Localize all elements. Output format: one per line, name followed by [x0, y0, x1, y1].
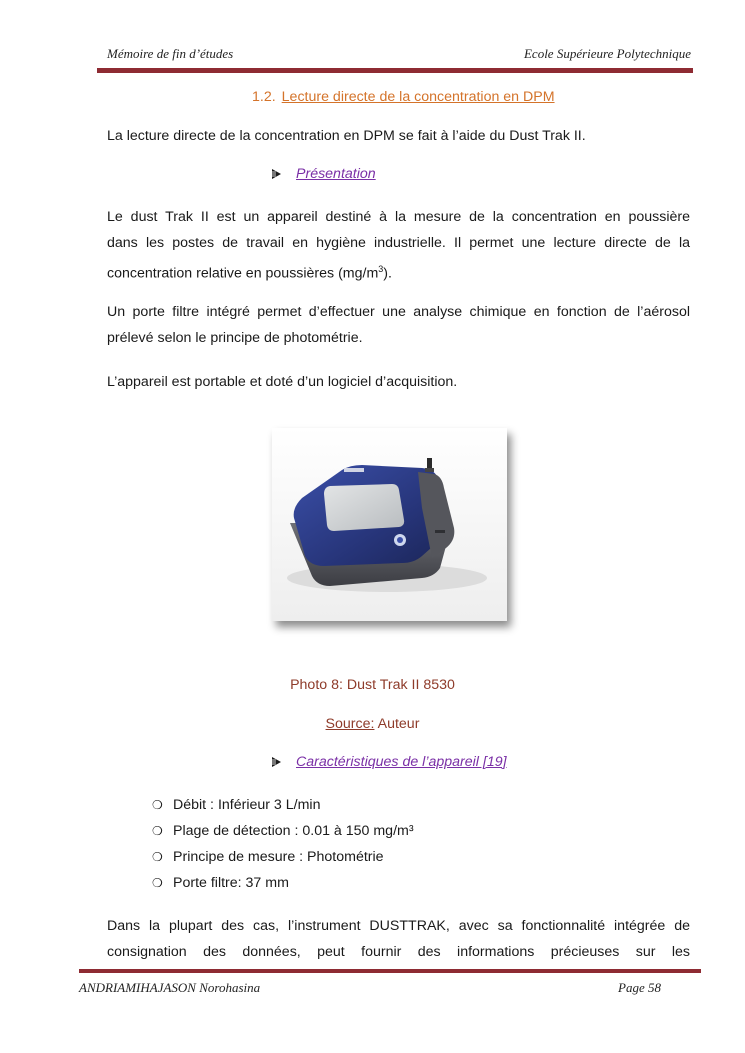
paragraph-filter: Un porte filtre intégré permet d’effectuer une analyse chimique en fonction de l’aérosol prélevé selon le principe de photométrie.	[107, 304, 690, 346]
closing-line2: consignation des données, peut fournir des informations précieuses sur les	[107, 944, 690, 960]
photo-source	[0, 716, 745, 732]
arrow-bullet-icon	[272, 169, 281, 179]
photo-caption: Photo 8: Dust Trak II 8530	[290, 677, 455, 693]
arrow-bullet-icon	[272, 757, 281, 767]
section-title: Lecture directe de la concentration en DPM	[281, 89, 555, 105]
presentation-heading	[272, 166, 376, 182]
section-heading	[252, 89, 555, 105]
list-item	[152, 849, 384, 865]
closing-line1: Dans la plupart des cas, l’instrument DUSTTRAK, avec sa fonctionnalité intégrée de	[107, 918, 690, 934]
header-left: Mémoire de fin d’études	[107, 46, 234, 61]
list-item	[152, 875, 289, 891]
header-rule	[97, 68, 693, 73]
paragraph-description	[107, 204, 690, 287]
header-right: Ecole Supérieure Polytechnique	[523, 46, 691, 61]
para1-line3-end: ).	[383, 265, 392, 282]
para1-line3-text: concentration relative en poussières (mg/m	[107, 265, 379, 282]
spec-text: Débit : Inférieur 3 L/min	[173, 797, 321, 813]
photo-source-value: Auteur	[377, 716, 420, 732]
para1-superscript: 3	[378, 264, 384, 274]
paragraph-closing	[107, 913, 690, 965]
list-item	[152, 797, 320, 813]
spec-text: Plage de détection : 0.01 à 150 mg/m³	[173, 823, 414, 839]
para1-line3	[107, 256, 690, 287]
device-photo	[272, 428, 507, 621]
circle-bullet-icon: ❍	[152, 824, 163, 838]
para1-line1: Le dust Trak II est un appareil destiné à la mesure de la concentration en poussière	[107, 209, 690, 225]
photo-source-label: Source:	[325, 716, 375, 732]
presentation-label: Présentation	[296, 166, 376, 182]
paragraph-portable: L’appareil est portable et doté d’un logiciel d’acquisition.	[107, 374, 458, 390]
spec-text: Principe de mesure : Photométrie	[173, 849, 384, 865]
footer-rule	[79, 969, 701, 973]
spec-text: Porte filtre: 37 mm	[173, 875, 289, 891]
para1-line2: dans les postes de travail en hygiène industrielle. Il permet une lecture directe de la	[107, 235, 690, 251]
characteristics-label: Caractéristiques de l’appareil [19]	[296, 754, 507, 770]
intro-paragraph: La lecture directe de la concentration en DPM se fait à l’aide du Dust Trak II.	[107, 128, 586, 144]
list-item	[152, 823, 414, 839]
characteristics-heading	[272, 754, 507, 770]
page-number: Page 58	[618, 980, 661, 995]
dust-trak-device-image	[272, 428, 507, 621]
section-number: 1.2.	[252, 89, 276, 105]
circle-bullet-icon: ❍	[152, 876, 163, 890]
footer-author: ANDRIAMIHAJASON Norohasina	[79, 980, 261, 995]
circle-bullet-icon: ❍	[152, 798, 163, 812]
circle-bullet-icon: ❍	[152, 850, 163, 864]
